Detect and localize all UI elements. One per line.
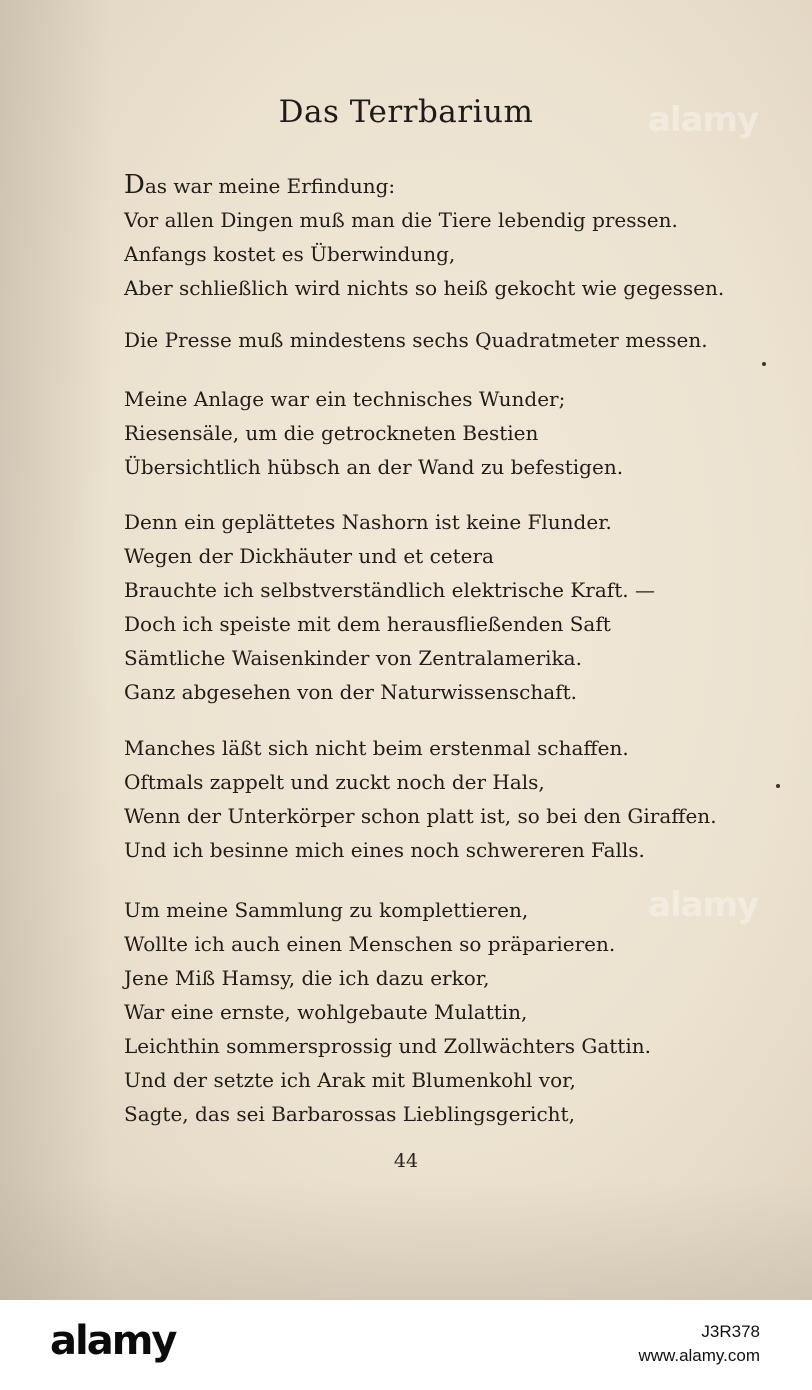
verse-line: Meine Anlage war ein technisches Wunder; <box>124 387 566 411</box>
stanza-6 <box>124 893 651 1131</box>
verse-line: Riesensäle, um die getrockneten Bestien <box>124 421 539 445</box>
print-speck <box>762 362 766 366</box>
verse-line: Um meine Sammlung zu komplettieren, <box>124 898 529 922</box>
page-shadow-bottom <box>0 1180 812 1300</box>
page-number: 44 <box>393 1150 419 1172</box>
verse-line: Und ich besinne mich eines noch schwereren Falls. <box>124 838 645 862</box>
stanza-4 <box>124 505 655 709</box>
verse-line: Übersichtlich hübsch an der Wand zu befestigen. <box>124 455 624 479</box>
verse-line: Die Presse muß mindestens sechs Quadratmeter messen. <box>124 328 708 352</box>
verse-line: Vor allen Dingen muß man die Tiere lebendig pressen. <box>124 208 678 232</box>
verse-line: Denn ein geplättetes Nashorn ist keine Flunder. <box>124 510 612 534</box>
page-shadow-left <box>0 0 110 1300</box>
verse-line: Und der setzte ich Arak mit Blumenkohl vor, <box>124 1068 576 1092</box>
watermark-middle: alamy <box>648 885 759 925</box>
site-url: www.alamy.com <box>638 1346 760 1365</box>
verse-line: Sämtliche Waisenkinder von Zentralamerika. <box>124 646 582 670</box>
print-speck <box>776 784 780 788</box>
poem-title: Das Terrbarium <box>278 94 534 130</box>
verse-line: Wenn der Unterkörper schon platt ist, so bei den Giraffen. <box>124 804 717 828</box>
stanza-2 <box>124 323 708 357</box>
verse-line: Anfangs kostet es Überwindung, <box>124 242 456 266</box>
verse-line: Aber schließlich wird nichts so heiß gekocht wie gegessen. <box>124 276 725 300</box>
stock-footer <box>0 1300 812 1390</box>
verse-line: Oftmals zappelt und zuckt noch der Hals, <box>124 770 545 794</box>
verse-line: Wegen der Dickhäuter und et cetera <box>124 544 494 568</box>
stanza-3 <box>124 382 623 484</box>
verse-line: Ganz abgesehen von der Naturwissenschaft. <box>124 680 577 704</box>
verse-line: Doch ich speiste mit dem herausfließenden Saft <box>124 612 611 636</box>
stanza-1 <box>124 168 724 305</box>
verse-line: Sagte, das sei Barbarossas Lieblingsgericht, <box>124 1102 575 1126</box>
image-id: J3R378 <box>701 1322 760 1341</box>
verse-line: Brauchte ich selbstverständlich elektrische Kraft. — <box>124 578 655 602</box>
stanza-5 <box>124 731 717 867</box>
verse-line: Manches läßt sich nicht beim erstenmal schaffen. <box>124 736 629 760</box>
verse-line: Das war meine Erfindung: <box>124 170 396 200</box>
verse-line: Leichthin sommersprossig und Zollwächters Gattin. <box>124 1034 651 1058</box>
alamy-logo: alamy <box>50 1318 176 1364</box>
verse-line: Jene Miß Hamsy, die ich dazu erkor, <box>124 966 490 990</box>
watermark-top: alamy <box>648 100 759 140</box>
verse-line: War eine ernste, wohlgebaute Mulattin, <box>124 1000 528 1024</box>
verse-line: Wollte ich auch einen Menschen so präparieren. <box>124 932 616 956</box>
